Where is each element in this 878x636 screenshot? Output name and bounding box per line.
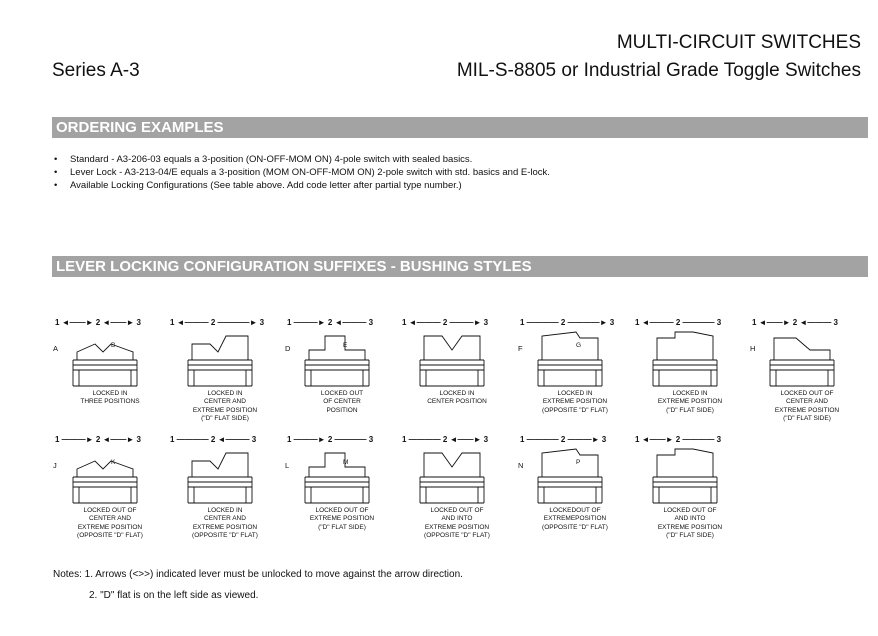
arrow-indicator: 1 ◄——— 2 ———► 3 xyxy=(402,318,489,327)
section-header-ordering: ORDERING EXAMPLES xyxy=(52,117,868,138)
suffix-letter: N xyxy=(518,461,524,470)
list-item: • Available Locking Configurations (See table above. Add code letter after partial type number.) xyxy=(54,179,550,192)
list-item: • Standard - A3-206-03 equals a 3-position (ON-OFF-MOM ON) 4-pole switch with sealed basics. xyxy=(54,153,550,166)
caption-line: (OPPOSITE "D" FLAT) xyxy=(542,406,608,414)
arrow-indicator: 1 ———► 2 ———— 3 xyxy=(287,435,374,444)
suffix-letter: D xyxy=(285,344,291,353)
body-letter: K xyxy=(111,459,116,466)
caption-line: LOCKED OUT OF xyxy=(315,507,369,514)
lever-lock-diagram xyxy=(170,435,280,545)
body-letter: M xyxy=(343,459,349,466)
caption-line: AND INTO xyxy=(441,515,473,523)
lever-lock-diagram xyxy=(287,435,397,545)
suffix-letter: L xyxy=(285,461,290,470)
note-1: Notes: 1. Arrows (<>>) indicated lever must be unlocked to move against the arrow direction. xyxy=(53,569,463,580)
page-subtitle: MIL-S-8805 or Industrial Grade Toggle Switches xyxy=(456,60,861,81)
arrow-indicator: 1 ◄——► 2 ———— 3 xyxy=(635,435,722,444)
bushing-drawing xyxy=(170,435,280,507)
bushing-drawing xyxy=(170,318,280,390)
arrow-indicator: 1 ———— 2 ———► 3 xyxy=(520,435,607,444)
lever-lock-diagram xyxy=(55,435,165,545)
caption-line: EXTREME POSITION xyxy=(309,515,375,523)
caption-line: POSITION xyxy=(326,406,358,414)
note-2: 2. "D" flat is on the left side as viewed. xyxy=(89,590,259,601)
page-title: MULTI-CIRCUIT SWITCHES xyxy=(616,32,861,53)
diagram-caption xyxy=(515,390,635,415)
caption-line: LOCKED OUT xyxy=(320,390,364,397)
caption-line: EXTREME POSITION xyxy=(192,523,258,531)
bushing-drawing xyxy=(635,318,745,390)
caption-line: CENTER POSITION xyxy=(427,398,487,406)
diagram-caption xyxy=(747,390,867,423)
caption-line: EXTREME POSITION xyxy=(424,523,490,531)
caption-line: LOCKED IN xyxy=(439,390,475,397)
series-title: Series A-3 xyxy=(52,60,140,81)
lever-lock-diagram xyxy=(752,318,862,428)
lever-lock-diagram xyxy=(635,318,745,428)
lever-lock-diagram xyxy=(520,435,630,545)
caption-line: LOCKED IN xyxy=(672,390,708,397)
caption-line: LOCKED OUT OF xyxy=(83,507,137,514)
caption-line: EXTREME POSITION xyxy=(542,398,608,406)
bushing-drawing xyxy=(287,318,397,390)
caption-line: EXTREME POSITION xyxy=(657,398,723,406)
caption-line: CENTER AND xyxy=(204,515,246,523)
arrow-indicator: 1 ———► 2 ◄——— 3 xyxy=(287,318,374,327)
caption-line: CENTER AND xyxy=(204,398,246,406)
caption-line: LOCKED OUT OF xyxy=(663,507,717,514)
caption-line: (OPPOSITE "D" FLAT) xyxy=(542,523,608,531)
lever-lock-diagram xyxy=(402,435,512,545)
caption-line: LOCKED IN xyxy=(207,390,243,397)
caption-line: (OPPOSITE "D" FLAT) xyxy=(192,531,258,539)
bushing-drawing xyxy=(520,318,630,390)
diagram-caption xyxy=(165,390,285,423)
caption-line: OF CENTER xyxy=(323,398,361,406)
bushing-drawing xyxy=(55,318,165,390)
caption-line: LOCKED IN xyxy=(557,390,593,397)
body-letter: B xyxy=(111,342,116,349)
arrow-indicator: 1 ◄——► 2 ◄——► 3 xyxy=(55,318,141,327)
list-item: • Lever Lock - A3-213-04/E equals a 3-position (MOM ON-OFF-MOM ON) 2-pole switch with std. basics and E-lock. xyxy=(54,166,550,179)
suffix-letter: A xyxy=(53,344,59,353)
caption-line: LOCKED IN xyxy=(207,507,243,514)
caption-line: (OPPOSITE "D" FLAT) xyxy=(77,531,143,539)
body-letter: P xyxy=(576,459,581,466)
lever-lock-diagram xyxy=(170,318,280,428)
caption-line: ("D" FLAT SIDE) xyxy=(666,531,714,539)
bushing-drawing xyxy=(520,435,630,507)
lever-lock-diagram xyxy=(635,435,745,545)
caption-line: LOCKEDOUT OF xyxy=(549,507,601,514)
caption-line: (OPPOSITE "D" FLAT) xyxy=(424,531,490,539)
caption-line: CENTER AND xyxy=(89,515,131,523)
section-header-suffixes: LEVER LOCKING CONFIGURATION SUFFIXES - BUSHING STYLES xyxy=(52,256,868,277)
caption-line: THREE POSITIONS xyxy=(80,398,140,406)
caption-line: EXTREME POSITION xyxy=(77,523,143,531)
caption-line: EXTREME POSITION xyxy=(192,406,258,414)
diagram-caption xyxy=(515,507,635,532)
diagram-caption xyxy=(282,390,402,415)
caption-line: ("D" FLAT SIDE) xyxy=(201,414,249,422)
caption-line: ("D" FLAT SIDE) xyxy=(666,406,714,414)
arrow-indicator: 1 ———— 2 ◄——— 3 xyxy=(170,435,257,444)
diagram-caption xyxy=(630,390,750,415)
bushing-drawing xyxy=(635,435,745,507)
caption-line: CENTER AND xyxy=(786,398,828,406)
bushing-drawing xyxy=(402,435,512,507)
caption-line: LOCKED OUT OF xyxy=(430,507,484,514)
diagram-caption xyxy=(397,390,517,407)
diagram-caption xyxy=(397,507,517,540)
arrow-indicator: 1 ◄——► 2 ◄——— 3 xyxy=(752,318,838,327)
caption-line: AND INTO xyxy=(674,515,706,523)
body-letter: G xyxy=(576,342,582,349)
caption-line: ("D" FLAT SIDE) xyxy=(318,523,366,531)
suffix-letter: H xyxy=(750,344,756,353)
lever-lock-diagram xyxy=(55,318,165,428)
arrow-indicator: 1 ———— 2 ————► 3 xyxy=(520,318,615,327)
body-letter: E xyxy=(343,342,348,349)
bushing-drawing xyxy=(287,435,397,507)
suffix-letter: J xyxy=(53,461,57,470)
arrow-indicator: 1 ———► 2 ◄——► 3 xyxy=(55,435,141,444)
caption-line: EXTREME POSITION xyxy=(774,406,840,414)
bushing-drawing xyxy=(55,435,165,507)
lever-lock-diagram xyxy=(287,318,397,428)
arrow-indicator: 1 ◄——— 2 ————► 3 xyxy=(170,318,265,327)
lever-lock-diagram xyxy=(402,318,512,428)
caption-line: LOCKED OUT OF xyxy=(780,390,834,397)
bushing-drawing xyxy=(752,318,862,390)
caption-line: EXTREMEPOSITION xyxy=(543,515,607,523)
arrow-indicator: 1 ———— 2 ◄——► 3 xyxy=(402,435,489,444)
caption-line: EXTREME POSITION xyxy=(657,523,723,531)
diagram-caption xyxy=(50,390,170,407)
diagram-caption xyxy=(165,507,285,540)
diagram-caption xyxy=(630,507,750,540)
diagram-caption xyxy=(50,507,170,540)
arrow-indicator: 1 ◄——— 2 ———— 3 xyxy=(635,318,722,327)
ordering-examples-list xyxy=(54,153,550,192)
suffix-letter: F xyxy=(518,344,523,353)
caption-line: ("D" FLAT SIDE) xyxy=(783,414,831,422)
bushing-drawing xyxy=(402,318,512,390)
diagram-caption xyxy=(282,507,402,532)
caption-line: LOCKED IN xyxy=(92,390,128,397)
lever-lock-diagram xyxy=(520,318,630,428)
